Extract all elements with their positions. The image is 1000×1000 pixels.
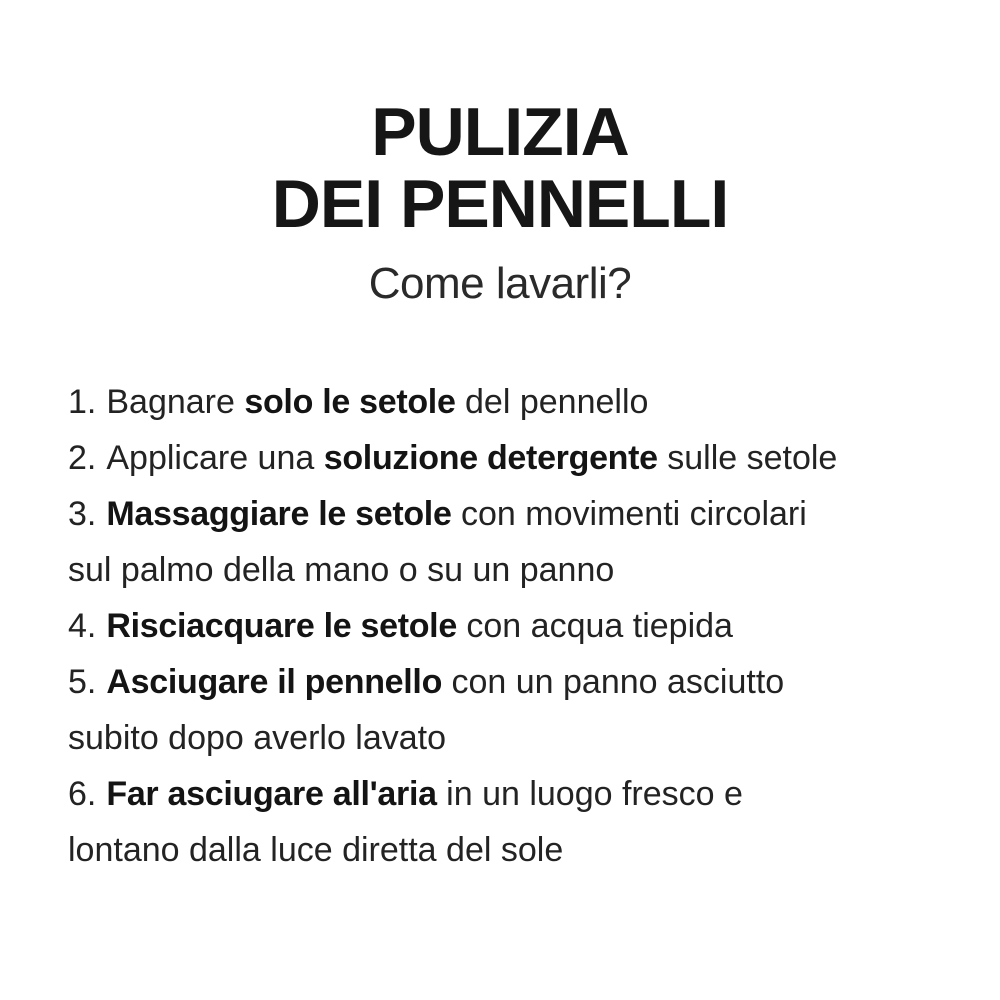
- step-5-line-2: subito dopo averlo lavato: [68, 719, 447, 757]
- step-text: con un panno asciutto: [442, 663, 785, 701]
- step-5-line-1: [68, 654, 960, 710]
- step-text-bold: solo le setole: [244, 383, 456, 421]
- step-number: 4.: [68, 607, 97, 645]
- step-text: in un luogo fresco e: [436, 775, 743, 813]
- page-title: [0, 96, 1000, 240]
- step-text: con movimenti circolari: [451, 495, 807, 533]
- list-item-4: [68, 598, 960, 654]
- steps-list: [0, 374, 1000, 878]
- step-text: sulle setole: [657, 439, 838, 477]
- step-text: del pennello: [455, 383, 649, 421]
- step-3-line-1: [68, 486, 960, 542]
- step-number: 1.: [68, 383, 97, 421]
- step-text-bold: Far asciugare all'aria: [106, 775, 437, 813]
- step-number: 5.: [68, 663, 97, 701]
- step-6-line-2: lontano dalla luce diretta del sole: [68, 831, 564, 869]
- header: [0, 0, 1000, 308]
- step-number: 3.: [68, 495, 97, 533]
- step-text-bold: Massaggiare le setole: [106, 495, 452, 533]
- list-item-6: [68, 766, 960, 878]
- list-item-5: [68, 654, 960, 766]
- step-text: Bagnare: [106, 383, 245, 421]
- title-line-2: DEI PENNELLI: [271, 166, 729, 242]
- step-6-line-1: [68, 766, 960, 822]
- subtitle: Come lavarli?: [368, 259, 632, 308]
- step-text-bold: Asciugare il pennello: [106, 663, 443, 701]
- step-text: Applicare una: [106, 439, 324, 477]
- step-text: con acqua tiepida: [456, 607, 733, 645]
- step-number: 6.: [68, 775, 97, 813]
- step-4-line-1: [68, 598, 960, 654]
- list-item-1: [68, 374, 960, 430]
- step-2-line-1: [68, 430, 960, 486]
- step-1-line-1: [68, 374, 960, 430]
- step-number: 2.: [68, 439, 97, 477]
- step-text-bold: Risciacquare le setole: [106, 607, 457, 645]
- step-text-bold: soluzione detergente: [323, 439, 658, 477]
- title-line-1: PULIZIA: [371, 94, 629, 170]
- step-3-line-2: sul palmo della mano o su un panno: [68, 551, 615, 589]
- list-item-3: [68, 486, 960, 598]
- list-item-2: [68, 430, 960, 486]
